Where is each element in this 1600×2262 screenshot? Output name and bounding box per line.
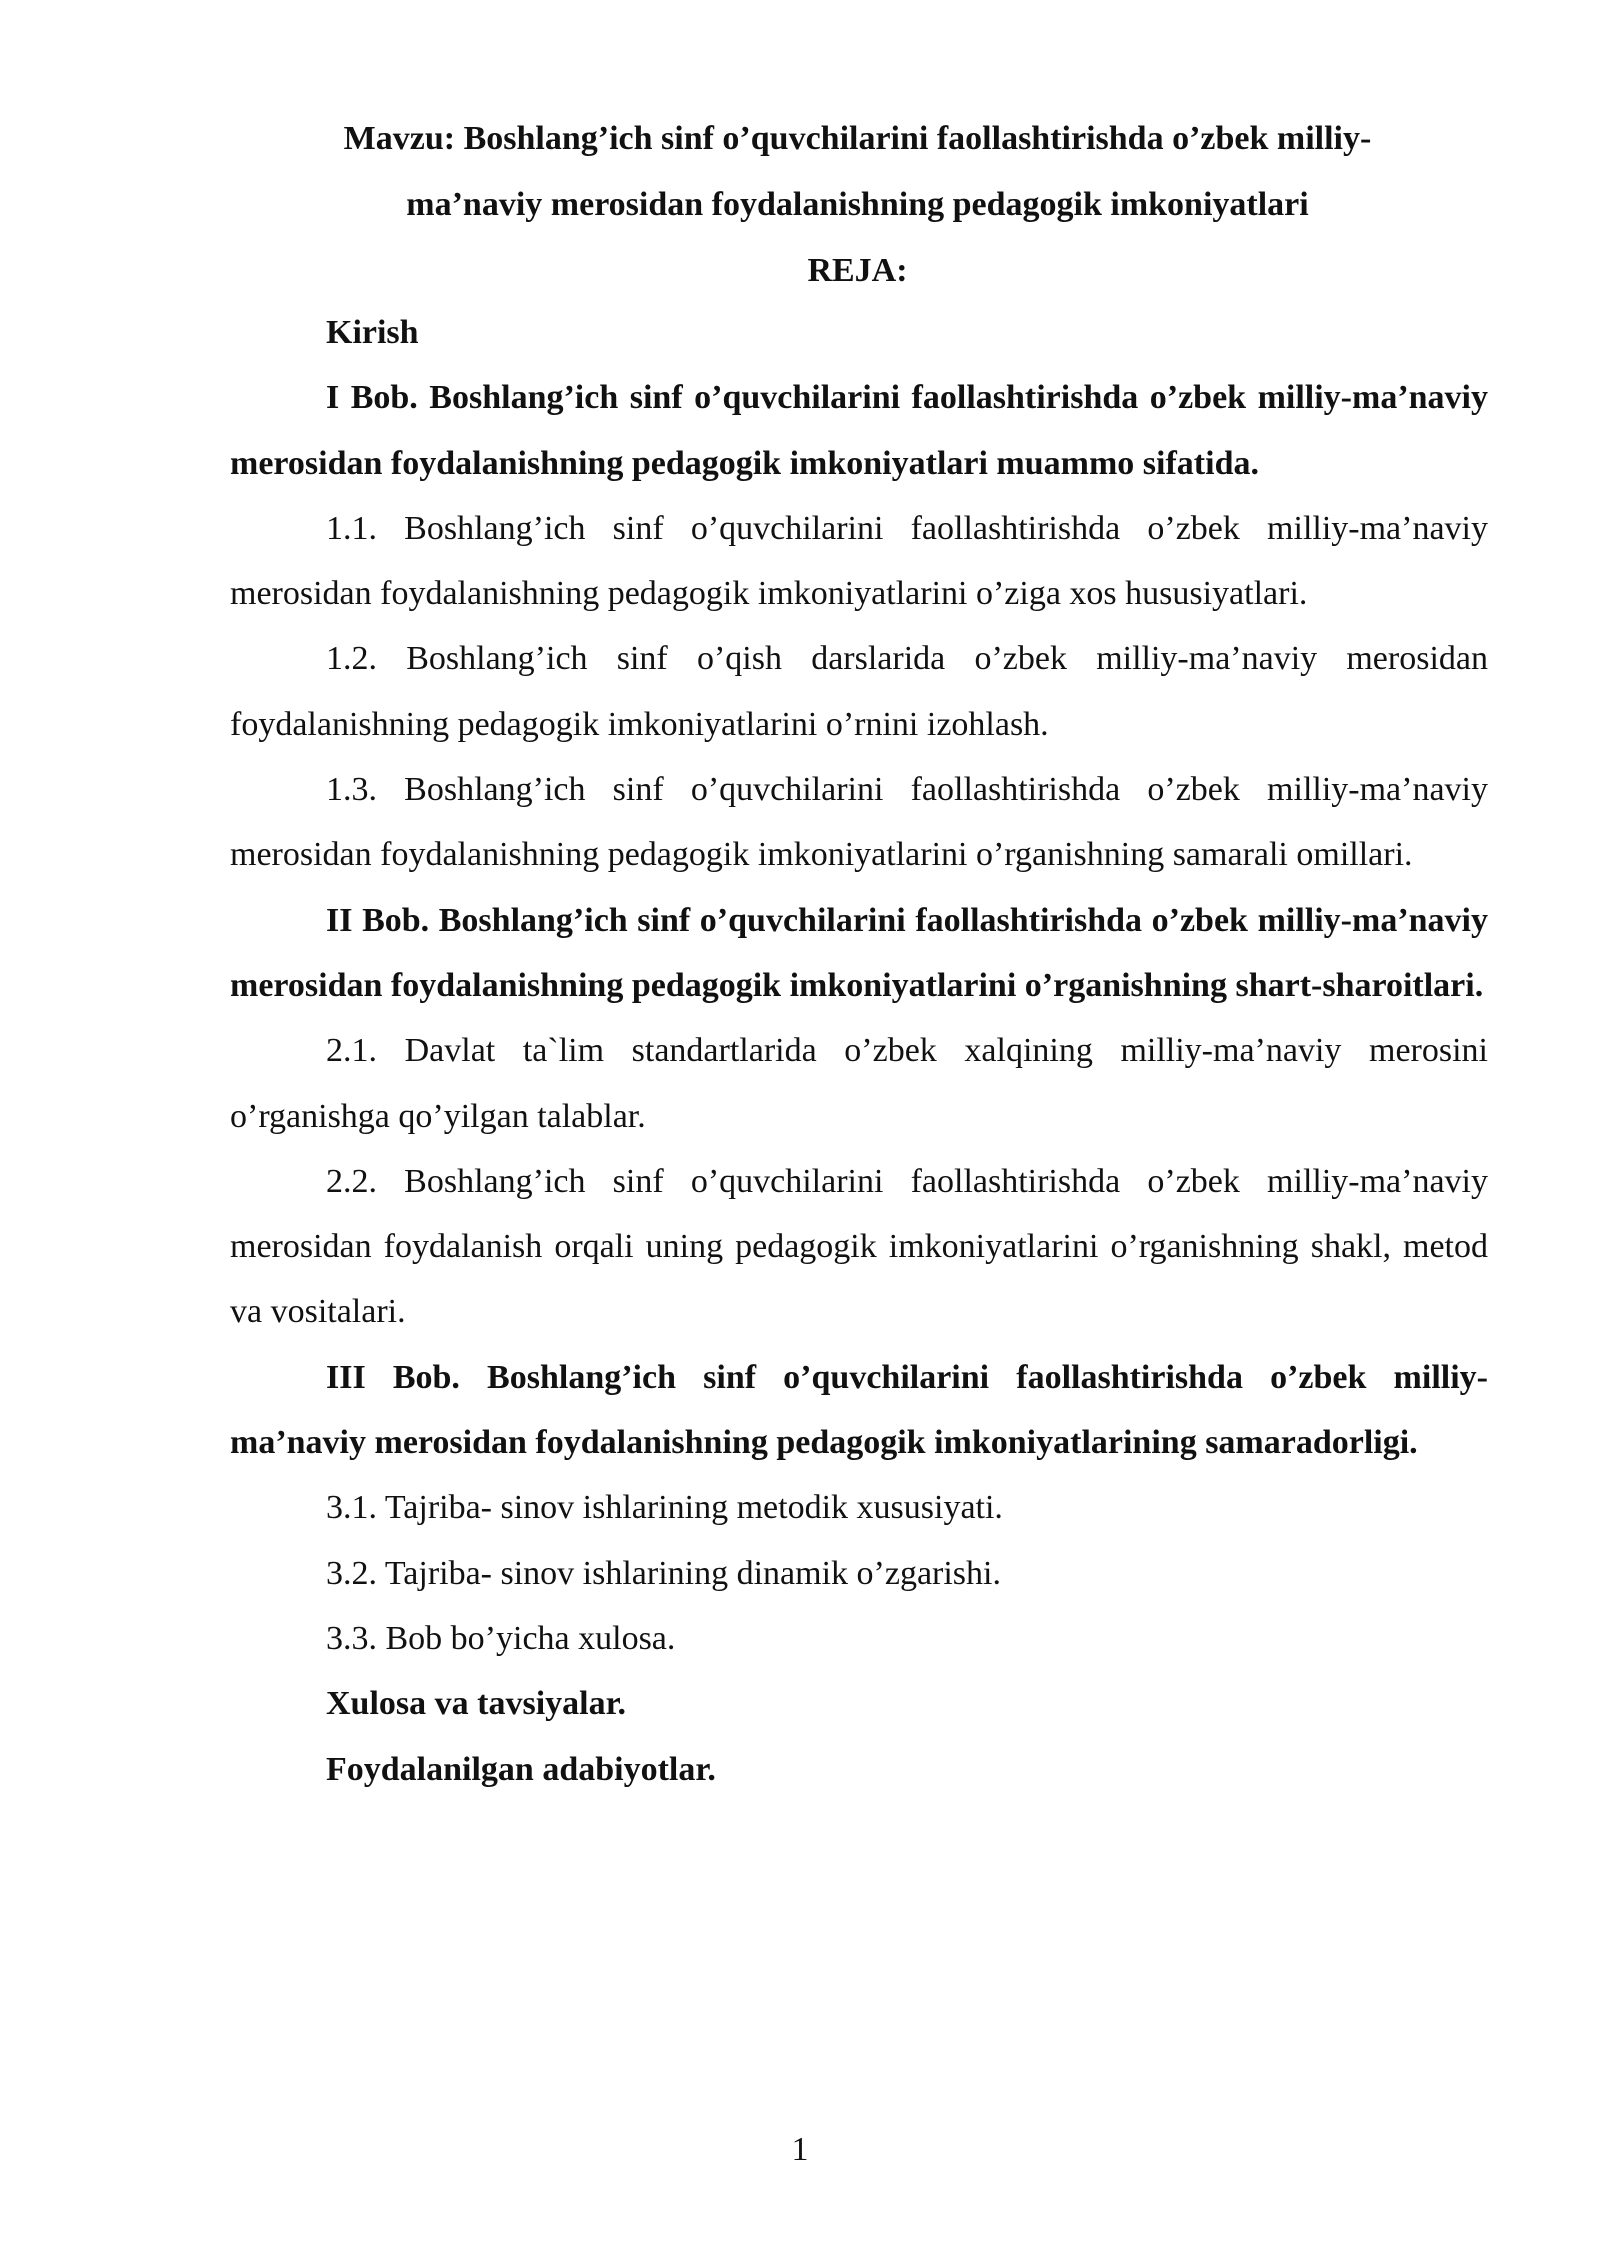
plan-item: I Bob. Boshlang’ich sinf o’quvchilarini faollashtirishda o’zbek milliy-ma’naviy merosidan foydalanishning pedagogik imkoniyatlari muammo sifatida. <box>230 379 1488 482</box>
plan-item: 1.1. Boshlang’ich sinf o’quvchilarini faollashtirishda o’zbek milliy-ma’naviy merosidan foydalanishning pedagogik imkoniyatlarini o’ziga xos hususiyatlari. <box>230 509 1488 613</box>
document-title-line-2: ma’naviy merosidan foydalanishning pedagogik imkoniyatlari <box>406 186 1309 223</box>
plan-item: 3.2. Tajriba- sinov ishlarining dinamik o’zgarishi. <box>326 1554 1001 1592</box>
plan-item: Xulosa va tavsiyalar. <box>326 1685 627 1723</box>
page-number: 1 <box>791 2131 809 2168</box>
plan-item: Kirish <box>326 314 419 351</box>
plan-item: 1.3. Boshlang’ich sinf o’quvchilarini faollashtirishda o’zbek milliy-ma’naviy merosidan foydalanishning pedagogik imkoniyatlarini o’rganishning samarali omillari. <box>230 771 1488 874</box>
plan-item: Foydalanilgan adabiyotlar. <box>326 1750 716 1788</box>
plan-heading: REJA: <box>807 252 908 289</box>
plan-item: 3.3. Bob bo’yicha xulosa. <box>326 1619 676 1657</box>
plan-item: 2.1. Davlat ta`lim standartlarida o’zbek xalqining milliy-ma’naviy merosini o’rganishga qo’yilgan talablar. <box>230 1032 1488 1135</box>
plan-item: 1.2. Boshlang’ich sinf o’qish darslarida o’zbek milliy-ma’naviy merosidan foydalanishning pedagogik imkoniyatlarini o’rnini izohlash. <box>230 640 1488 743</box>
plan-item: 3.1. Tajriba- sinov ishlarining metodik xususiyati. <box>326 1489 1003 1527</box>
plan-item: III Bob. Boshlang’ich sinf o’quvchilarini faollashtirishda o’zbek milliy-ma’naviy merosidan foydalanishning pedagogik imkoniyatlarining samaradorligi. <box>230 1358 1488 1462</box>
plan-item: 2.2. Boshlang’ich sinf o’quvchilarini faollashtirishda o’zbek milliy-ma’naviy merosidan foydalanish orqali uning pedagogik imkoniyatlarini o’rganishning shakl, metod va vositalari. <box>230 1162 1488 1331</box>
document-title-line-1: Mavzu: Boshlang’ich sinf o’quvchilarini faollashtirishda o’zbek milliy- <box>343 120 1372 157</box>
plan-list <box>230 300 1488 1802</box>
plan-item: II Bob. Boshlang’ich sinf o’quvchilarini faollashtirishda o’zbek milliy-ma’naviy merosidan foydalanishning pedagogik imkoniyatlarini o’rganishning shart-sharoitlari. <box>230 901 1488 1004</box>
